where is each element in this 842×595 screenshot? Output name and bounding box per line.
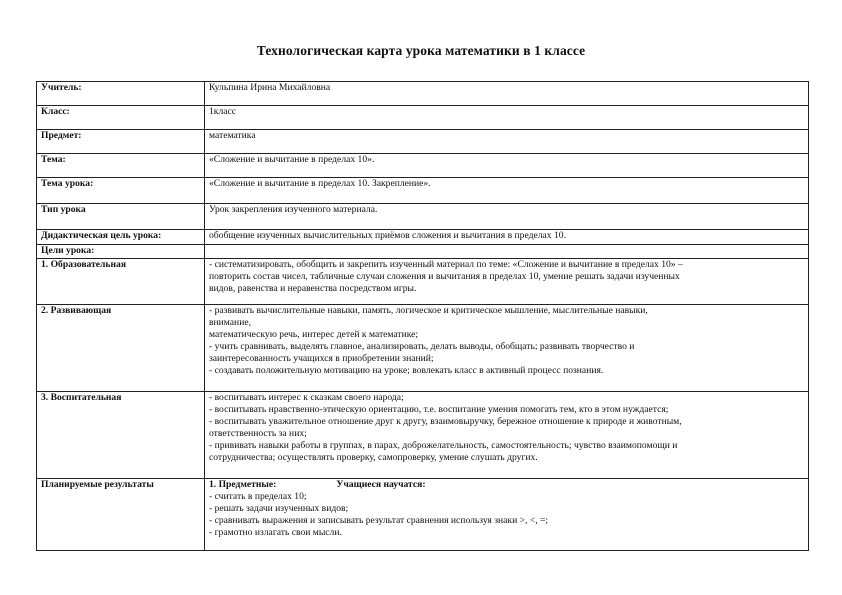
table-row-upbringing (37, 392, 809, 479)
table-row-teacher (37, 82, 809, 106)
table-row-lesson-type (37, 204, 809, 230)
grade-label: Класс: (37, 106, 205, 130)
lesson-plan-table (36, 81, 809, 551)
lesson-type-label: Тип урока (37, 204, 205, 230)
educational-line: повторить состав чисел, табличные случаи сложения и вычитания в пределах 10, умение решать задачи изученных (209, 270, 680, 282)
table-row-goals-header (37, 245, 809, 259)
upbringing-line: сотрудничества; осуществлять проверку, самопроверку, умение слушать других. (209, 451, 538, 463)
upbringing-goal-label: 3. Воспитательная (37, 392, 205, 479)
table-row-didactic-goal (37, 230, 809, 245)
planned-results-line: - грамотно излагать свои мысли. (209, 526, 342, 538)
educational-goal-label: 1. Образовательная (37, 259, 205, 305)
lesson-type-value: Урок закрепления изученного материала. (205, 204, 809, 230)
upbringing-line: ответственность за них; (209, 427, 307, 439)
page-title: Технологическая карта урока математики в 1 классе (256, 43, 586, 58)
educational-line: - систематизировать, обобщить и закрепить изученный материал по теме: «Сложение и вычитание в пределах 10» – (209, 259, 683, 270)
developing-line: - развивать вычислительные навыки, память, логическое и критическое мышление, мыслительные навыки, (209, 305, 648, 316)
lesson-topic-label: Тема урока: (37, 178, 205, 204)
developing-goal-text (205, 305, 809, 392)
upbringing-goal-text (205, 392, 809, 479)
developing-line: - учить сравнивать, выделять главное, анализировать, делать выводы, обобщать; развивать творчество и (209, 340, 635, 352)
table-row-subject (37, 130, 809, 154)
developing-line: заинтересованность учащихся в приобретении знаний; (209, 352, 434, 364)
developing-line: математическую речь, интерес детей к математике; (209, 328, 419, 340)
table-row-developing (37, 305, 809, 392)
planned-results-line: - считать в пределах 10; (209, 490, 307, 502)
teacher-value: Кульпина Ирина Михайловна (205, 82, 809, 106)
planned-results-heading (209, 479, 805, 491)
planned-results-line: - сравнивать выражения и записывать результат сравнения используя знаки >, <, =; (209, 514, 549, 526)
planned-results-text (205, 479, 809, 551)
developing-line: внимание, (209, 316, 251, 328)
table-row-educational (37, 259, 809, 305)
educational-line: видов, равенства и неравенства посредством игры. (209, 282, 417, 294)
topic-value: «Сложение и вычитание в пределах 10». (205, 154, 809, 178)
planned-results-line: - решать задачи изученных видов; (209, 502, 349, 514)
lesson-topic-value: «Сложение и вычитание в пределах 10. Закрепление». (205, 178, 809, 204)
developing-goal-label: 2. Развивающая (37, 305, 205, 392)
subject-value: математика (205, 130, 809, 154)
upbringing-line: - прививать навыки работы в группах, в парах, доброжелательность, самостоятельность; чувство взаимопомощи и (209, 439, 678, 451)
grade-value: 1класс (205, 106, 809, 130)
table-row-planned-results (37, 479, 809, 551)
developing-line: - создавать положительную мотивацию на уроке; вовлекать класс в активный процесс познания. (209, 364, 604, 376)
educational-goal-text (205, 259, 809, 305)
planned-results-label: Планируемые результаты (37, 479, 205, 551)
upbringing-line: - воспитывать нравственно-этическую ориентацию, т.е. воспитание умения помогать тем, кто в этом нуждается; (209, 403, 669, 415)
teacher-label: Учитель: (37, 82, 205, 106)
table-row-lesson-topic (37, 178, 809, 204)
table-row-topic (37, 154, 809, 178)
subject-label: Предмет: (37, 130, 205, 154)
topic-label: Тема: (37, 154, 205, 178)
subject-results-heading: 1. Предметные: (209, 479, 277, 490)
goals-header-label: Цели урока: (37, 245, 205, 259)
upbringing-line: - воспитывать интерес к сказкам своего народа; (209, 392, 404, 403)
didactic-goal-label: Дидактическая цель урока: (37, 230, 205, 245)
students-learn-heading: Учащиеся научатся: (336, 479, 426, 490)
upbringing-line: - воспитывать уважительное отношение друг к другу, взаимовыручку, бережное отношение к природе и животным, (209, 415, 682, 427)
table-row-grade (37, 106, 809, 130)
goals-header-empty (205, 245, 809, 259)
didactic-goal-value: обобщение изученных вычислительных приёмов сложения и вычитания в пределах 10. (205, 230, 809, 245)
